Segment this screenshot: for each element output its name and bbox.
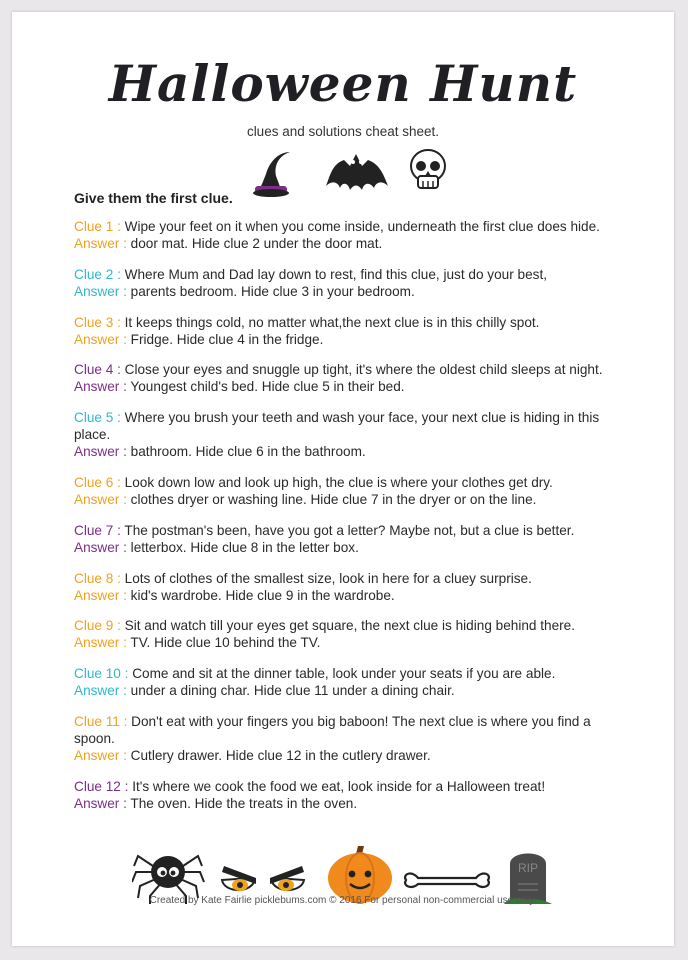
clue-body: Don't eat with your fingers you big baboon! The next clue is where you find a spoon. <box>74 713 591 746</box>
clue-label: Clue 1 : <box>74 219 121 234</box>
clue-label: Clue 7 : <box>74 522 121 538</box>
answer-label: Answer : <box>74 587 127 603</box>
answer-label: Answer : <box>74 635 127 651</box>
clue-block <box>74 218 634 252</box>
clue-text <box>74 713 634 747</box>
clue-label: Clue 5 : <box>74 410 121 426</box>
answer-text <box>74 235 634 252</box>
answer-body: bathroom. Hide clue 6 in the bathroom. <box>126 444 366 460</box>
clue-label: Clue 9 : <box>74 618 121 634</box>
clue-block <box>74 665 634 699</box>
bat-icon <box>326 154 388 190</box>
answer-text <box>74 491 634 508</box>
clue-text <box>74 409 634 443</box>
answer-body: kid's wardrobe. Hide clue 9 in the wardrobe. <box>126 587 395 603</box>
clue-label: Clue 11 : <box>74 713 128 729</box>
answer-label: Answer : <box>74 379 127 395</box>
clue-text <box>74 665 634 682</box>
clue-body: Sit and watch till your eyes get square, the next clue is hiding behind there. <box>120 618 576 634</box>
clue-text <box>74 570 634 587</box>
clue-label: Clue 12 : <box>74 778 129 794</box>
answer-label: Answer : <box>74 747 127 763</box>
answer-text <box>74 682 634 699</box>
answer-text <box>74 283 634 300</box>
clue-text <box>74 314 634 331</box>
answer-text <box>74 634 634 651</box>
clue-label: Clue 4 : <box>74 362 121 378</box>
clue-text <box>74 617 634 634</box>
answer-body: Youngest child's bed. Hide clue 5 in their bed. <box>126 379 405 395</box>
clue-body: It's where we cook the food we eat, look inside for a Halloween treat! <box>128 778 546 794</box>
clue-block <box>74 522 634 556</box>
intro-text: Give them the first clue. <box>74 190 233 206</box>
clue-label: Clue 2 : <box>74 266 121 282</box>
bone-icon <box>405 874 489 887</box>
answer-text <box>74 331 634 348</box>
clue-body: Where you brush your teeth and wash your face, your next clue is hiding in this place. <box>74 410 600 443</box>
clue-block <box>74 474 634 508</box>
answer-body: Fridge. Hide clue 4 in the fridge. <box>126 331 324 347</box>
answer-label: Answer : <box>74 331 127 347</box>
clue-text <box>74 266 634 283</box>
clue-block <box>74 778 634 812</box>
answer-text <box>74 539 634 556</box>
clue-block <box>74 617 634 651</box>
answer-body: parents bedroom. Hide clue 3 in your bedroom. <box>126 283 415 299</box>
answer-label: Answer : <box>74 491 127 507</box>
clue-body: Wipe your feet on it when you come inside, underneath the first clue does hide. <box>120 219 600 234</box>
clue-body: Look down low and look up high, the clue is where your clothes get dry. <box>120 474 553 490</box>
page-title: Halloween Hunt <box>108 54 578 113</box>
answer-label: Answer : <box>74 539 127 555</box>
gravestone-text: RIP <box>517 861 539 875</box>
credit-line: Created by Kate Fairlie picklebums.com © 2016 For personal non-commercial use only. <box>149 895 537 906</box>
page-subtitle: clues and solutions cheat sheet. <box>246 124 440 139</box>
clue-body: Come and sit at the dinner table, look under your seats if you are able. <box>128 666 556 682</box>
clue-text <box>74 778 634 795</box>
answer-body: door mat. Hide clue 2 under the door mat. <box>126 236 383 251</box>
clue-list <box>74 218 634 826</box>
answer-label: Answer : <box>74 236 127 251</box>
clue-text <box>74 361 634 378</box>
clue-body: The postman's been, have you got a letter? Maybe not, but a clue is better. <box>120 522 575 538</box>
clue-body: Close your eyes and snuggle up tight, it's where the oldest child sleeps at night. <box>120 362 603 378</box>
clue-text <box>74 474 634 491</box>
answer-label: Answer : <box>74 283 127 299</box>
clue-body: Where Mum and Dad lay down to rest, find this clue, just do your best, <box>120 266 547 282</box>
angry-eyes-icon <box>222 866 304 891</box>
answer-label: Answer : <box>74 444 127 460</box>
clue-label: Clue 6 : <box>74 474 121 490</box>
answer-text <box>74 587 634 604</box>
clue-body: It keeps things cold, no matter what,the next clue is in this chilly spot. <box>120 314 540 330</box>
answer-body: letterbox. Hide clue 8 in the letter box. <box>126 539 359 555</box>
clue-block <box>74 361 634 395</box>
clue-label: Clue 8 : <box>74 570 121 586</box>
answer-label: Answer : <box>74 683 127 699</box>
clue-text <box>74 218 634 235</box>
skull-icon <box>411 150 445 188</box>
answer-text <box>74 747 634 764</box>
clue-block <box>74 570 634 604</box>
clue-text <box>74 522 634 539</box>
clue-block <box>74 713 634 764</box>
clue-label: Clue 3 : <box>74 314 121 330</box>
answer-text <box>74 795 634 812</box>
clue-block <box>74 409 634 460</box>
clue-block <box>74 266 634 300</box>
clue-label: Clue 10 : <box>74 666 129 682</box>
answer-body: Cutlery drawer. Hide clue 12 in the cutlery drawer. <box>126 747 431 763</box>
cheat-sheet-page <box>12 12 674 946</box>
answer-text <box>74 443 634 460</box>
clue-body: Lots of clothes of the smallest size, look in here for a cluey surprise. <box>120 570 532 586</box>
answer-body: The oven. Hide the treats in the oven. <box>126 795 358 811</box>
witch-hat-icon <box>253 152 290 197</box>
answer-body: TV. Hide clue 10 behind the TV. <box>126 635 321 651</box>
answer-body: clothes dryer or washing line. Hide clue 7 in the dryer or on the line. <box>126 491 537 507</box>
answer-label: Answer : <box>74 795 127 811</box>
clue-block <box>74 314 634 348</box>
header-icons <box>252 146 452 198</box>
answer-text <box>74 378 634 395</box>
answer-body: under a dining char. Hide clue 11 under a dining chair. <box>126 683 455 699</box>
